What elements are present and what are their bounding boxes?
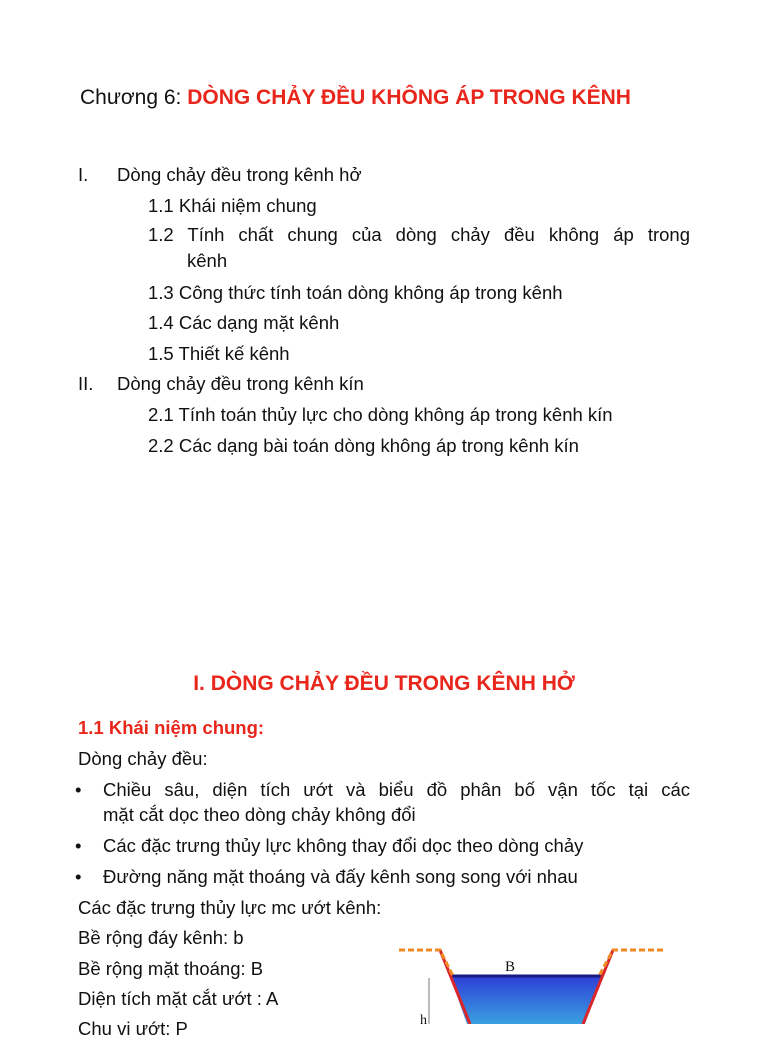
subsection-heading: 1.1 Khái niệm chung: — [78, 717, 265, 738]
toc-item: 1.1 Khái niệm chung — [148, 195, 317, 216]
bullet-line: Chiều sâu, diện tích ướt và biểu đồ phân bố vận tốc tại các — [103, 779, 690, 800]
toc-section-label: Dòng chảy đều trong kênh kín — [117, 373, 364, 394]
toc-item-wrapped — [148, 222, 690, 274]
property-item: Bề rộng mặt thoáng: B — [78, 958, 264, 979]
bullet-item: Các đặc trưng thủy lực không thay đổi dọc theo dòng chảy — [103, 835, 584, 856]
bullet-item-wrapped — [103, 777, 690, 827]
property-item: Diện tích mặt cắt ướt : A — [78, 988, 279, 1009]
water-area — [450, 976, 602, 1024]
properties-intro: Các đặc trưng thủy lực mc ướt kênh: — [78, 897, 382, 918]
bullet-symbol: • — [75, 866, 82, 887]
toc-item: 1.5 Thiết kế kênh — [148, 343, 290, 364]
toc-item: 1.4 Các dạng mặt kênh — [148, 312, 340, 333]
property-item: Bề rộng đáy kênh: b — [78, 927, 244, 948]
left-bank-line — [399, 950, 453, 976]
section-heading: I. DÒNG CHẢY ĐỀU TRONG KÊNH HỞ — [193, 672, 575, 695]
bullet-line: mặt cắt dọc theo dòng chảy không đổi — [103, 804, 416, 825]
toc-item-line: 1.2 Tính chất chung của dòng chảy đều không áp trong — [148, 224, 690, 245]
chapter-title — [80, 86, 631, 110]
chapter-title-prefix: Chương 6: — [80, 86, 188, 109]
bullet-symbol: • — [75, 835, 82, 856]
property-item: Chu vi ướt: P — [78, 1018, 188, 1039]
top-width-label: B — [505, 959, 516, 975]
chapter-title-emphasis: DÒNG CHẢY ĐỀU KHÔNG ÁP TRONG KÊNH — [187, 86, 631, 109]
toc-item: 1.3 Công thức tính toán dòng không áp trong kênh — [148, 282, 563, 303]
toc-item: 2.2 Các dạng bài toán dòng không áp trong kênh kín — [148, 435, 579, 456]
intro-text: Dòng chảy đều: — [78, 748, 208, 769]
toc-section-number: II. — [78, 373, 94, 394]
channel-cross-section-diagram — [395, 940, 665, 1024]
toc-section-label: Dòng chảy đều trong kênh hở — [117, 164, 362, 185]
bullet-symbol: • — [75, 779, 82, 800]
toc-item-line: kênh — [187, 250, 228, 271]
toc-item: 2.1 Tính toán thủy lực cho dòng không áp trong kênh kín — [148, 404, 613, 425]
depth-label: h — [420, 1013, 427, 1024]
bullet-item: Đường năng mặt thoáng và đấy kênh song song với nhau — [103, 866, 578, 887]
toc-section-number: I. — [78, 164, 89, 185]
